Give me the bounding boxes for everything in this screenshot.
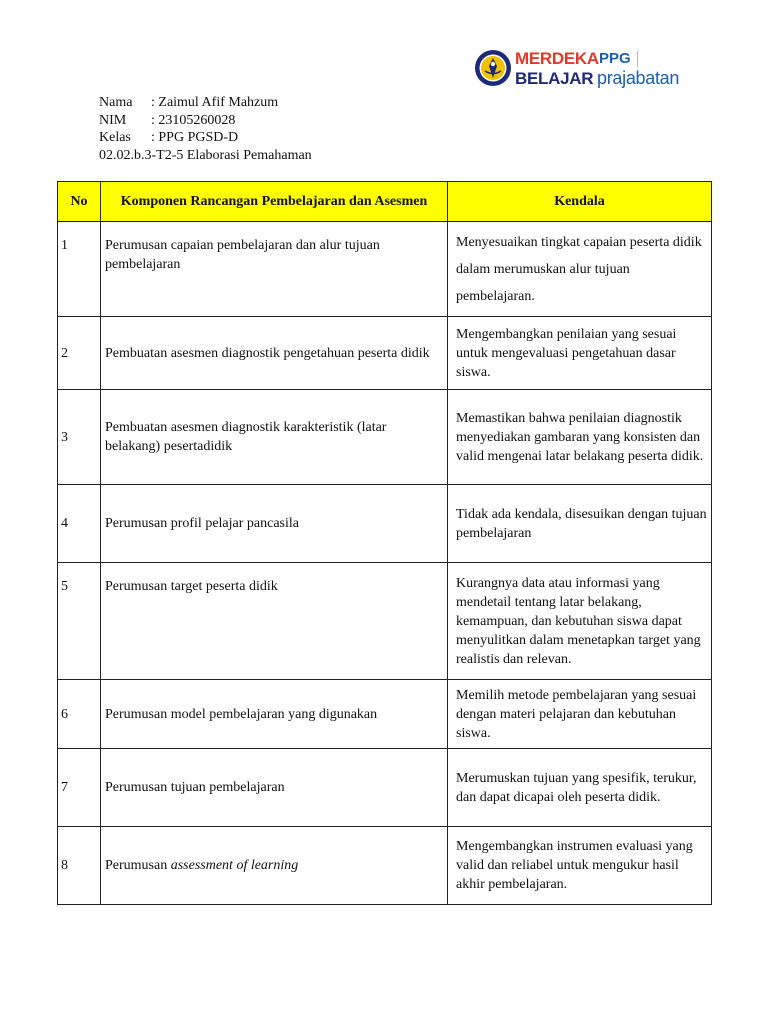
table-row bbox=[58, 827, 712, 905]
task-title: 02.02.b.3-T2-5 Elaborasi Pemahaman bbox=[99, 148, 312, 164]
komponen-cell: Perumusan capaian pembelajaran dan alur tujuan pembelajaran bbox=[101, 222, 448, 317]
kendala-cell: Memastikan bahwa penilaian diagnostik menyediakan gambaran yang konsisten dan valid mengenai latar belakang peserta didik. bbox=[448, 390, 712, 485]
ministry-mark bbox=[637, 51, 641, 67]
header-kendala: Kendala bbox=[448, 182, 712, 222]
kendala-cell: Memilih metode pembelajaran yang sesuai dengan materi pelajaran dan kebutuhan siswa. bbox=[448, 680, 712, 749]
logo-word-prajabatan: prajabatan bbox=[597, 68, 680, 88]
komponen-cell: Perumusan target peserta didik bbox=[101, 563, 448, 680]
identity-value: : 23105260028 bbox=[151, 112, 235, 130]
kendala-table bbox=[57, 181, 712, 905]
komponen-cell: Pembuatan asesmen diagnostik karakteristik (latar belakang) pesertadidik bbox=[101, 390, 448, 485]
komponen-cell: Pembuatan asesmen diagnostik pengetahuan peserta didik bbox=[101, 317, 448, 390]
row-number: 8 bbox=[58, 827, 101, 905]
identity-row-nim bbox=[99, 112, 312, 130]
table-row bbox=[58, 390, 712, 485]
row-number: 6 bbox=[58, 680, 101, 749]
komponen-prefix: Perumusan bbox=[105, 858, 171, 873]
identity-label: Nama bbox=[99, 95, 133, 110]
row-number: 3 bbox=[58, 390, 101, 485]
table-row bbox=[58, 222, 712, 317]
kendala-cell: Merumuskan tujuan yang spesifik, terukur, dan dapat dicapai oleh peserta didik. bbox=[448, 749, 712, 827]
kendala-cell: Mengembangkan instrumen evaluasi yang valid dan reliabel untuk mengukur hasil akhir pembelajaran. bbox=[448, 827, 712, 905]
row-number: 4 bbox=[58, 485, 101, 563]
komponen-cell bbox=[101, 827, 448, 905]
komponen-italic-term: assessment of learning bbox=[170, 858, 299, 873]
identity-row-nama bbox=[99, 94, 312, 112]
identity-value: : Zaimul Afif Mahzum bbox=[151, 94, 278, 112]
table-row bbox=[58, 749, 712, 827]
row-number: 5 bbox=[58, 563, 101, 680]
table-row bbox=[58, 563, 712, 680]
merdeka-belajar-ppg-logo bbox=[474, 47, 680, 93]
header-komponen: Komponen Rancangan Pembelajaran dan Asesmen bbox=[101, 182, 448, 222]
logo-word-belajar: BELAJAR bbox=[515, 69, 594, 88]
kendala-cell: Kurangnya data atau informasi yang mendetail tentang latar belakang, kemampuan, dan kebutuhan siswa dapat menyulitkan dalam menetapkan target yang realistis dan relevan. bbox=[448, 563, 712, 680]
identity-label: NIM bbox=[99, 112, 127, 128]
kendala-cell: Mengembangkan penilaian yang sesuai untuk mengevaluasi pengetahuan dasar siswa. bbox=[448, 317, 712, 390]
logo-word-merdeka: MERDEKA bbox=[515, 49, 599, 68]
identity-label: Kelas bbox=[99, 130, 131, 146]
identity-row-kelas bbox=[99, 129, 312, 147]
row-number: 2 bbox=[58, 317, 101, 390]
komponen-cell: Perumusan model pembelajaran yang digunakan bbox=[101, 680, 448, 749]
header-no: No bbox=[58, 182, 101, 222]
table-row bbox=[58, 680, 712, 749]
logo-word-ppg: PPG bbox=[599, 50, 631, 67]
kendala-cell: Tidak ada kendala, disesuikan dengan tujuan pembelajaran bbox=[448, 485, 712, 563]
row-number: 7 bbox=[58, 749, 101, 827]
kendala-cell: Menyesuaikan tingkat capaian peserta didik dalam merumuskan alur tujuan pembelajaran. bbox=[448, 222, 712, 317]
komponen-cell: Perumusan profil pelajar pancasila bbox=[101, 485, 448, 563]
table-row bbox=[58, 485, 712, 563]
student-identity bbox=[99, 94, 312, 165]
komponen-cell: Perumusan tujuan pembelajaran bbox=[101, 749, 448, 827]
table-row bbox=[58, 317, 712, 390]
row-number: 1 bbox=[58, 222, 101, 317]
table-header-row bbox=[58, 182, 712, 222]
university-seal-icon bbox=[474, 49, 512, 87]
identity-value: : PPG PGSD-D bbox=[151, 129, 238, 147]
